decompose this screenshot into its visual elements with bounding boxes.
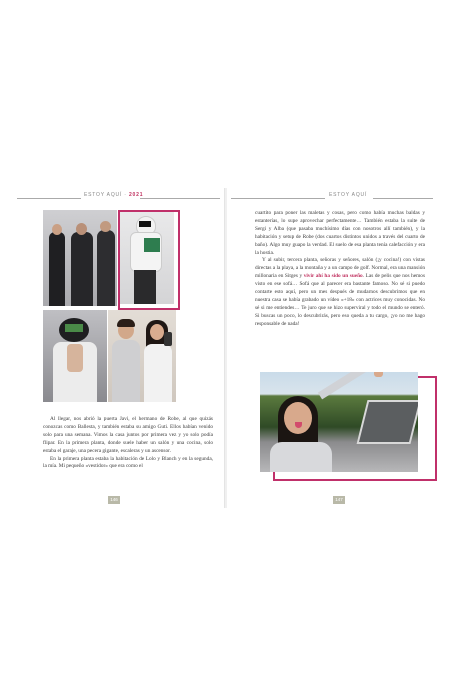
left-page xyxy=(10,188,225,508)
book-spread xyxy=(10,188,442,508)
right-body-text xyxy=(255,210,425,329)
left-paragraph-1: Al llegar, nos abrió la puerta Javi, el hermano de Robe, al que quizás conozcas como Ballesta, y también estaba su amigo Guti. Ellos habían venido solo para una semana. Vimos la casa juntos por primera vez y yo solo podía flipar. En la primera planta, donde suele haber un salón y una cocina, solo estaba el garaje, una pecera gigante, escaleras y un ascensor. xyxy=(43,416,213,454)
highlight-phrase: vivir ahí ha sido un sueño xyxy=(303,273,363,280)
photo-masked-person xyxy=(120,212,174,304)
header-rule-left-a xyxy=(17,198,81,199)
header-year: 2021 xyxy=(128,192,144,198)
running-header-right: ESTOY AQUÍ xyxy=(329,192,368,198)
left-body-text xyxy=(43,416,213,471)
right-paragraph-1: cuartito para poner las maletas y cosas, pero como había muchas baldas y estanterías, lo supe aprovechar perfectamente… También estaba la suite de Sergi y Alba (que pasaba muchísimo días con nosotros allí también), y la habitación y setup de Robe (dos cuartos distintos unidos a través del cuarto de baño). Algo muy guapo la verdad. El suelo de esa planta tenía calefacción y era la hostia. xyxy=(255,210,425,256)
left-paragraph-2: En la primera planta estaba la habitación de Lolo y Blanch y en la segunda, la mía. Mi pequeño «vestidor» que era como el xyxy=(43,455,213,470)
right-paragraph-2 xyxy=(255,257,425,328)
page-number-right: 147 xyxy=(333,496,345,504)
right-paragraph-2-start: Y al subir, tercera planta, señoras y señores, salón (¡y cocina!) con vistas directas a la playa, a la montaña y a un campo de golf. Normal, era una mansión millonaria en Sitges y xyxy=(255,257,425,280)
photo-terrace-selfie xyxy=(260,372,418,472)
right-page xyxy=(227,188,442,508)
photo-masked-selfie xyxy=(43,310,107,402)
header-rule-right-a xyxy=(231,198,325,199)
page-number-left: 146 xyxy=(108,496,120,504)
photo-group-mirror xyxy=(43,210,117,306)
running-header-left xyxy=(84,192,143,198)
photo-couple xyxy=(108,310,176,402)
header-left-prefix: ESTOY AQUÍ · xyxy=(84,192,129,198)
header-rule-right-b xyxy=(373,198,433,199)
right-paragraph-2-end: . Las de pelis que nos hemos visto en ese sofá… Sofá que al parecer era bastante famoso. No sé si puedo contarte esto aquí, pero un mes después de mudarnos descubrimos que en nuestra casa se había grabado un vídeo «+18» con actrices muy conocidas. No sé si me entiendes… Te juro que se hizo superviral y todo el mundo se enteró. Si buscas un poco, lo descubrirás, pero eso queda a tu cargo, ¡yo no me hago responsable de nada! xyxy=(255,273,426,327)
header-rule-left-b xyxy=(140,198,220,199)
